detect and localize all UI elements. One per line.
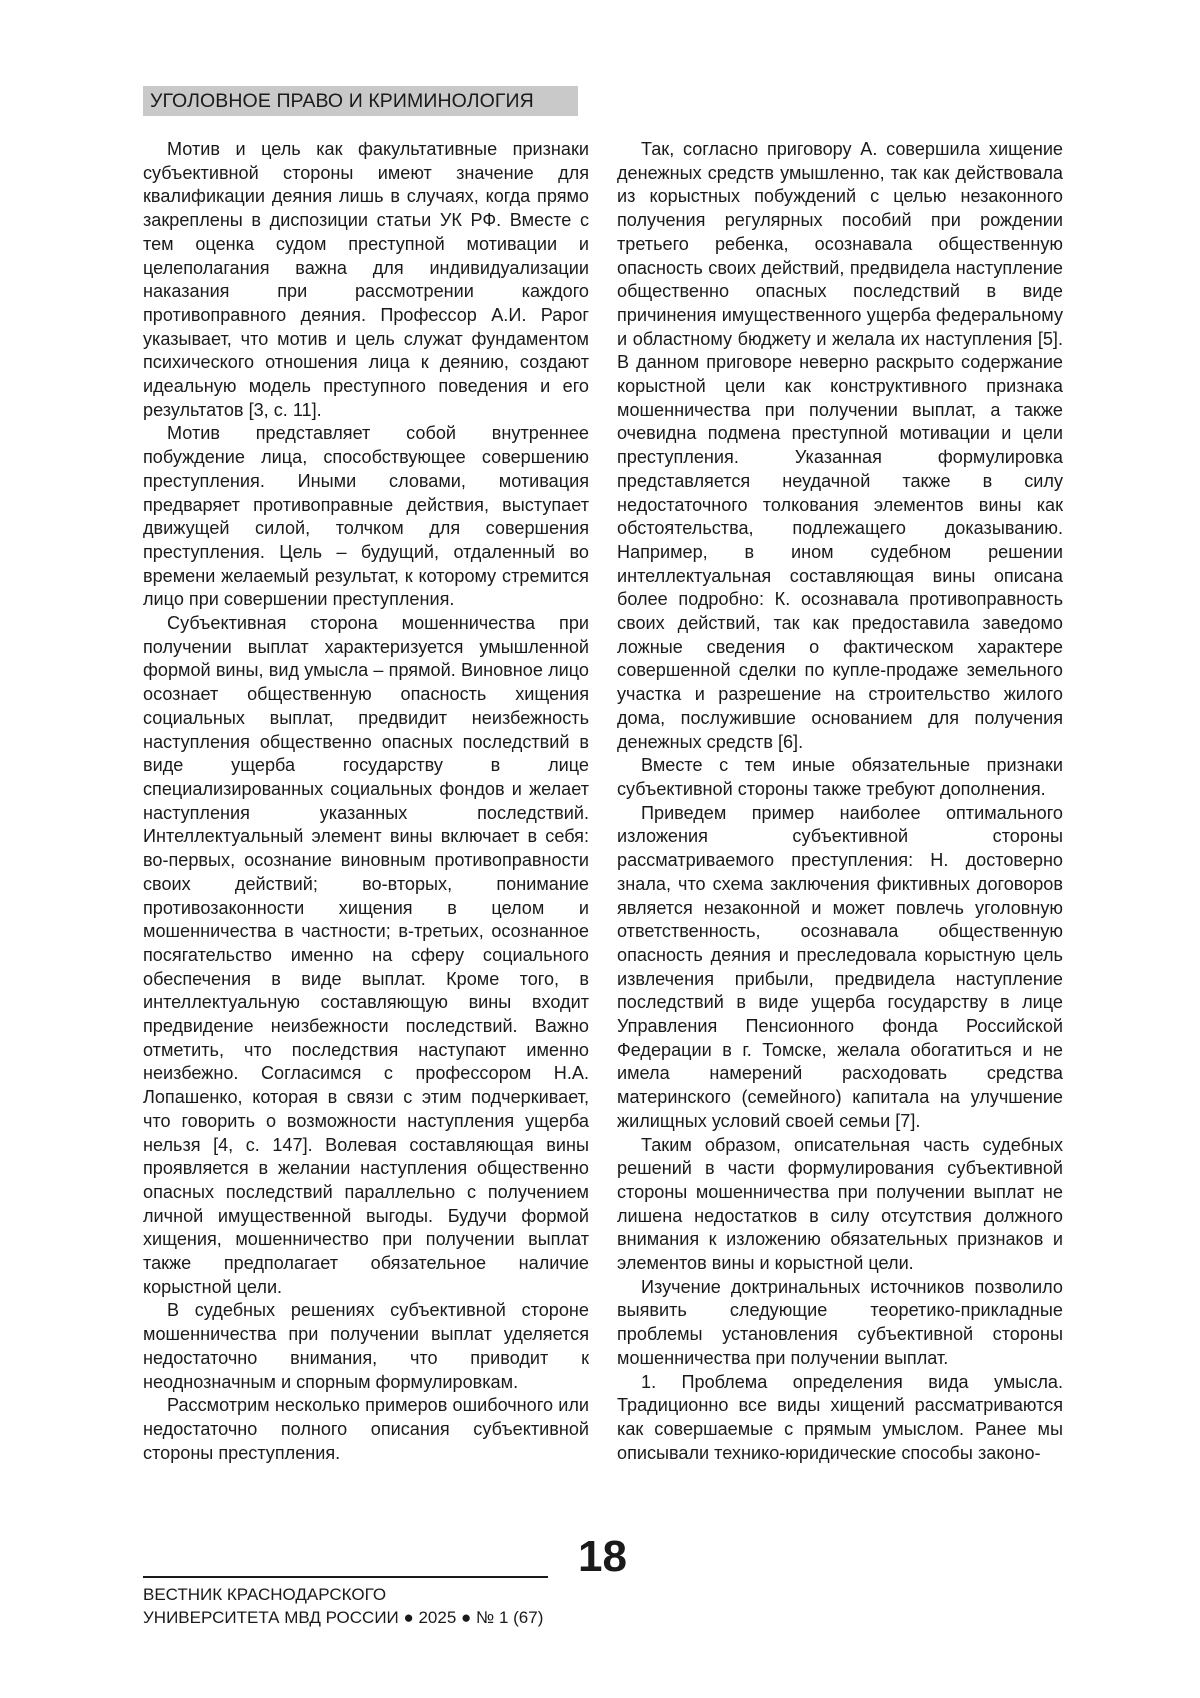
paragraph: Мотив и цель как факультативные признаки субъективной стороны имеют значение для квалификации деяния лишь в случаях, когда прямо закреплены в диспозиции статьи УК РФ. Вместе с тем оценка судом преступной мотивации и целеполагания важна для индивидуализации наказания при рассмотрении каждого противоправного деяния. Профессор А.И. Рарог указывает, что мотив и цель служат фундаментом психического отношения лица к деянию, создают идеальную модель преступного поведения и его результатов [3, с. 11]. xyxy=(143,139,589,420)
paragraph: Субъективная сторона мошенничества при получении выплат характеризуется умышленной формой вины, вид умысла – прямой. Виновное лицо осознает общественную опасность хищения социальных выплат, предвидит неизбежность наступления общественно опасных последствий в виде ущерба государству в лице специализированных социальных фондов и желает наступления указанных последствий. Интеллектуальный элемент вины включает в себя: во-первых, осознание виновным противоправности своих действий; во-вторых, понимание противозаконности хищения в целом и мошенничества в частности; в-третьих, осознанное посягательство именно на сферу социального обеспечения в виде выплат. Кроме того, в интеллектуальную составляющую вины входит предвидение неизбежности последствий. Важно отметить, что последствия наступают именно неизбежно. Согласимся с профессором Н.А. Лопашенко, которая в связи с этим подчеркивает, что говорить о возможности наступления ущерба нельзя [4, с. 147]. Волевая составляющая вины проявляется в желании наступления общественно опасных последствий параллельно с получением личной имущественной выгоды. Будучи формой хищения, мошенничество при получении выплат также предполагает обязательное наличие корыстной цели. xyxy=(143,613,589,1297)
paragraph: Рассмотрим несколько примеров ошибочного или недостаточно полного описания субъективной стороны преступления. xyxy=(143,1395,589,1463)
paragraph: Так, согласно приговору А. совершила хищение денежных средств умышленно, так как действовала из корыстных побуждений с целью незаконного получения регулярных пособий при рождении третьего ребенка, осознавала общественную опасность своих действий, предвидела наступление общественно опасных последствий в виде причинения имущественного ущерба федеральному и областному бюджету и желала их наступления [5]. В данном приговоре неверно раскрыто содержание корыстной цели как конструктивного признака мошенничества при получении выплат, а также очевидна подмена преступной мотивации и цели преступления. Указанная формулировка представляется неудачной также в силу недостаточного толкования элементов вины как обстоятельства, подлежащего доказыванию. Например, в ином судебном решении интеллектуальная составляющая вины описана более подробно: К. осознавала противоправность своих действий, так как предоставила заведомо ложные сведения о фактическом характере совершенной сделки по купле-продаже земельного участка и разрешение на строительство жилого дома, послужившие основанием для получения денежных средств [6]. xyxy=(617,139,1063,752)
left-column xyxy=(143,138,589,1465)
paragraph: В судебных решениях субъективной стороне мошенничества при получении выплат уделяется недостаточно внимания, что приводит к неоднозначным и спорным формулировкам. xyxy=(143,1300,589,1392)
paragraph: Вместе с тем иные обязательные признаки субъективной стороны также требуют дополнения. xyxy=(617,755,1063,799)
page-number: 18 xyxy=(578,1532,627,1581)
paragraph: Таким образом, описательная часть судебных решений в части формулирования субъективной стороны мошенничества при получении выплат не лишена недостатков в силу отсутствия должного внимания к изложению обязательных признаков и элементов вины и корыстной цели. xyxy=(617,1134,1063,1274)
journal-title-line-1: ВЕСТНИК КРАСНОДАРСКОГО xyxy=(143,1585,387,1604)
right-column xyxy=(617,138,1063,1465)
journal-title-line-2: УНИВЕРСИТЕТА МВД РОССИИ ● 2025 ● № 1 (67) xyxy=(143,1608,544,1627)
section-title: УГОЛОВНОЕ ПРАВО И КРИМИНОЛОГИЯ xyxy=(150,90,534,112)
paragraph: Изучение доктринальных источников позволило выявить следующие теоретико-прикладные проблемы установления субъективной стороны мошенничества при получении выплат. xyxy=(617,1276,1063,1368)
paragraph: Приведем пример наиболее оптимального изложения субъективной стороны рассматриваемого преступления: Н. достоверно знала, что схема заключения фиктивных договоров является незаконной и может повлечь уголовную ответственность, осознавала общественную опасность деяния и преследовала корыстную цель извлечения прибыли, предвидела наступление последствий в виде ущерба государству в лице Управления Пенсионного фонда Российской Федерации в г. Томске, желала обогатиться и не имела намерений расходовать средства материнского (семейного) капитала на улучшение жилищных условий своей семьи [7]. xyxy=(617,802,1063,1131)
footer-divider xyxy=(143,1576,548,1578)
paragraph: 1. Проблема определения вида умысла. Традиционно все виды хищений рассматриваются как совершаемые с прямым умыслом. Ранее мы описывали технико-юридические способы законо- xyxy=(617,1371,1063,1463)
paragraph: Мотив представляет собой внутреннее побуждение лица, способствующее совершению преступления. Иными словами, мотивация предваряет противоправные действия, выступает движущей силой, толчком для совершения преступления. Цель – будущий, отдаленный во времени желаемый результат, к которому стремится лицо при совершении преступления. xyxy=(143,423,589,610)
